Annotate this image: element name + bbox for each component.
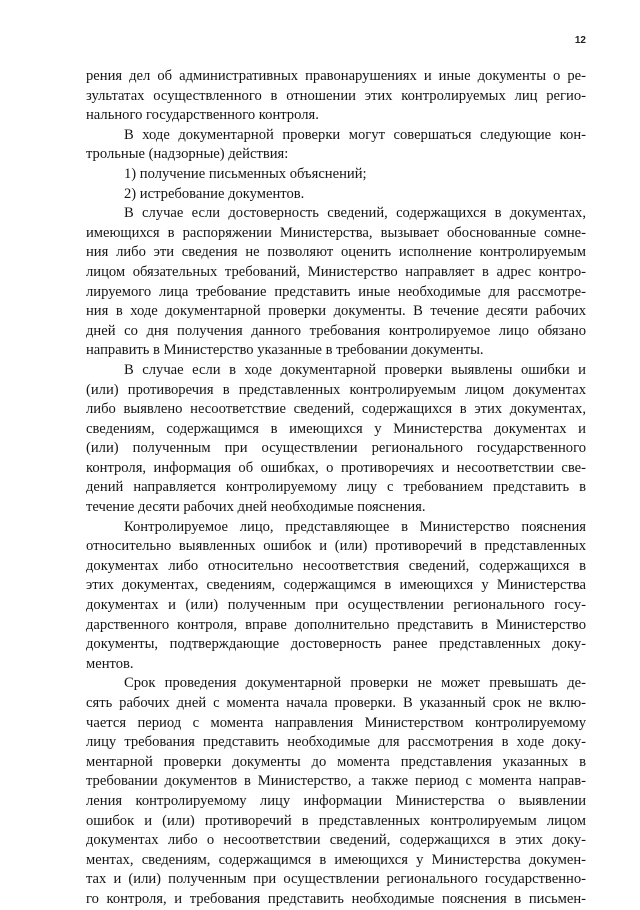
text-line: Контролируемое лицо, представляющее в Министерство пояснения — [124, 518, 586, 535]
text-line: лицу требования представить необходимые для рассмотрения в ходе доку- — [86, 734, 586, 751]
text-line: В случае если в ходе документарной проверки выявлены ошибки и — [124, 361, 586, 378]
text-line: Срок проведения документарной проверки не может превышать де- — [124, 675, 586, 692]
text-line: дарственного контроля, вправе дополнительно представить в Министерство — [86, 616, 586, 633]
text-line: дней со дня получения данного требования контролируемое лицо обязано — [86, 322, 586, 339]
text-line: сведениям, содержащимся в имеющихся у Министерства документах и — [86, 420, 586, 437]
text-line: чается период с момента направления Министерством контролируемому — [86, 714, 586, 731]
text-line: тах и (или) полученным при осуществлении регионального государственно- — [86, 871, 586, 888]
text-line: го контроля, и требования представить необходимые пояснения в письмен- — [86, 890, 586, 907]
text-line: сять рабочих дней с момента начала проверки. В указанный срок не вклю- — [86, 695, 586, 711]
text-line: нального государственного контроля. — [86, 107, 319, 124]
text-line: контроля, информация об ошибках, о противоречиях и несоответствии све- — [86, 459, 586, 476]
text-line: лицом обязательных требований, Министерство направляет в адрес контро- — [86, 263, 586, 280]
list-item: 1) получение письменных объяснений; — [124, 165, 367, 182]
text-line: ошибок и (или) противоречий в представленных контролируемым лицом — [86, 812, 586, 829]
text-line: направить в Министерство указанные в требовании документы. — [86, 342, 484, 359]
text-line: лируемого лица требование представить иные необходимые для рассмотре- — [86, 283, 586, 300]
list-item: 2) истребование документов. — [124, 185, 305, 202]
text-line: (или) противоречия в представленных контролируемым лицом документах — [86, 381, 586, 398]
text-line: ния в ходе документарной проверки документы. В течение десяти рабочих — [86, 303, 586, 320]
text-line: ния либо эти сведения не позволяют оценить исполнение контролируемым — [86, 244, 586, 261]
text-line: этих документах, сведениям, содержащимся в имеющихся у Министерства — [86, 577, 586, 594]
text-line: документы, подтверждающие достоверность ранее представленных доку- — [86, 636, 586, 653]
text-line: течение десяти рабочих дней необходимые пояснения. — [86, 499, 426, 516]
text-line: рения дел об административных правонарушениях и иные документы о ре- — [86, 68, 586, 84]
text-line: ментах, сведениям, содержащимся в имеющихся у Министерства докумен- — [86, 851, 586, 868]
page-number: 12 — [574, 35, 586, 46]
text-line: зультатах осуществленного в отношении этих контролируемых лиц регио- — [86, 87, 586, 104]
text-line: В ходе документарной проверки могут совершаться следующие кон- — [124, 126, 586, 143]
text-line: ления контролируемому лицу информации Министерства о выявлении — [86, 792, 586, 809]
text-line: ментарной проверки документы до момента представления указанных в — [86, 753, 586, 770]
text-line: относительно выявленных ошибок и (или) противоречий в представленных — [86, 538, 586, 555]
text-line: дений направляется контролируемому лицу с требованием представить в — [86, 479, 586, 496]
text-line: ментов. — [86, 655, 134, 672]
text-line: документах либо относительно несоответствия сведений, содержащихся в — [86, 557, 586, 574]
text-line: либо выявлено несоответствие сведений, содержащихся в этих документах, — [86, 401, 586, 418]
document-body — [86, 67, 586, 910]
text-line: имеющихся в распоряжении Министерства, вызывает обоснованные сомне- — [86, 224, 586, 241]
text-line: трольные (надзорные) действия: — [86, 146, 289, 163]
text-line: документах либо о несоответствии сведений, содержащихся в этих доку- — [86, 832, 586, 849]
text-line: требовании документов в Министерство, а также период с момента направ- — [86, 773, 586, 790]
text-line: (или) полученным при осуществлении регионального государственного — [86, 440, 586, 457]
text-line: В случае если достоверность сведений, содержащихся в документах, — [124, 205, 586, 222]
text-line: документах и (или) полученным при осуществлении регионального госу- — [86, 597, 586, 614]
